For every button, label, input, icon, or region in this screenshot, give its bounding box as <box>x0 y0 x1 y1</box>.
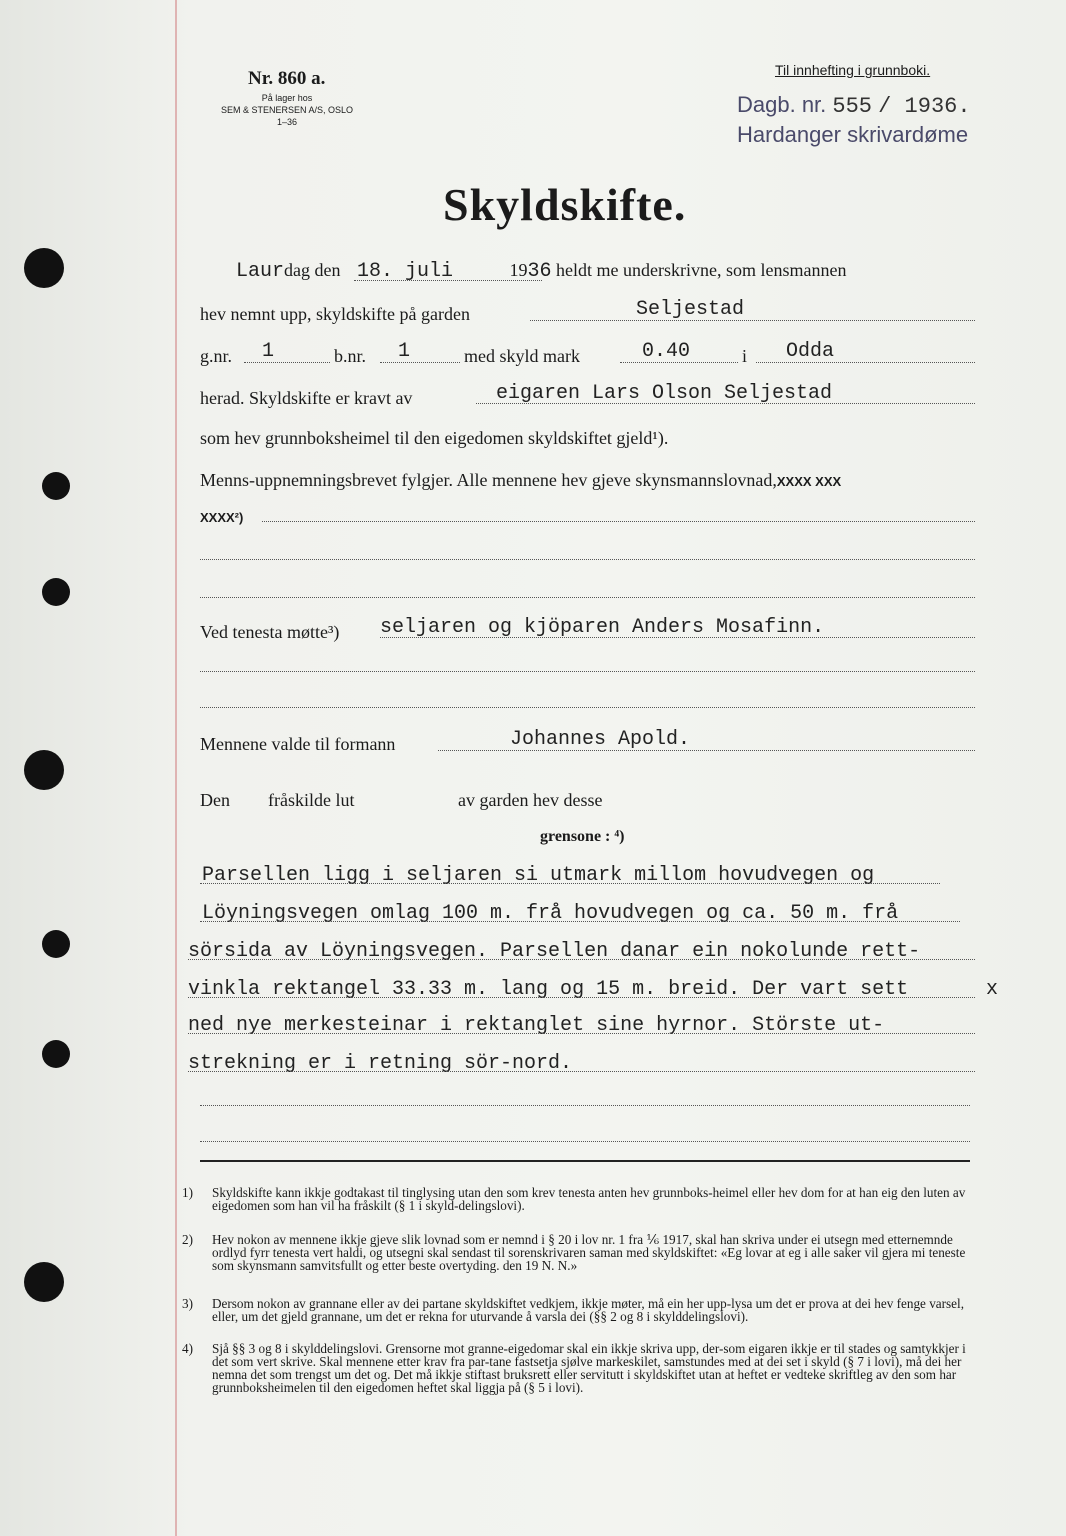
label: b.nr. <box>334 346 367 366</box>
dotted-line <box>476 402 975 404</box>
footnote-3 <box>182 1296 982 1324</box>
chairman-name: Johannes Apold. <box>510 728 691 751</box>
footnote-rule <box>200 1160 970 1162</box>
dotted-line <box>200 882 940 884</box>
margin-line <box>175 0 177 1536</box>
til-innhefting: Til innhefting i grunnboki. <box>775 62 931 78</box>
publisher-info <box>212 92 362 128</box>
dotted-line <box>262 520 975 522</box>
struck-text: XXXX²) <box>200 510 244 525</box>
dotted-line <box>530 319 975 321</box>
publisher-line: 1–36 <box>276 117 298 127</box>
body-line-2 <box>200 304 470 325</box>
label: hev nemnt upp, skyldskifte på garden <box>200 304 470 324</box>
farm-name: Seljestad <box>636 298 745 321</box>
gnr-value: 1 <box>262 340 275 363</box>
punch-hole <box>24 1262 64 1302</box>
dotted-line <box>200 1104 970 1106</box>
dotted-line <box>200 920 960 922</box>
mark-value: 0.40 <box>642 340 691 363</box>
attendees: seljaren og kjöparen Anders Mosafinn. <box>380 616 825 639</box>
label: herad. Skyldskifte er kravt av <box>200 388 413 408</box>
description-line: Löyningsvegen omlag 100 m. frå hovudvegen og ca. 50 m. frå <box>202 902 899 925</box>
publisher-line: SEM & STENERSEN A/S, OSLO <box>220 105 354 115</box>
punch-hole <box>42 472 70 500</box>
footnote-text: Skyldskifte kann ikkje godtakast til tinglysing utan den som krev tenesta anten hev grunnboks-heimel eller hev dom for at han eig den luten av eigedomen som han vil ha fråskilt (§ 1 i skyld-delingslovi). <box>212 1185 966 1213</box>
label: av garden hev desse <box>458 790 603 810</box>
dagb-year: / 1936. <box>878 94 971 119</box>
herad-value: Odda <box>786 340 835 363</box>
dagb-number: 555 <box>832 94 873 119</box>
dagb-stamp <box>737 92 971 119</box>
description-line: ned nye merkesteinar i rektanglet sine hyrnor. Störste ut- <box>188 1014 885 1037</box>
footnote-text: Hev nokon av mennene ikkje gjeve slik lovnad som er nemnd i § 20 i lov nr. 1 fra ⅙ 1917, skal han skriva under ei utsegn med etternemnde ordlyd fyrr tenesta vert haldi, og utsegni skal sendast til sorenskrivaren saman med skyldskiftet: «Eg lovar at eg i alle saker vil gjera mi teneste som skynsmann samvitsfullt og etter beste overtyding. den 19 N. N.» <box>212 1232 966 1273</box>
dotted-line <box>200 558 975 560</box>
office-stamp: Hardanger skrivardøme <box>737 122 969 147</box>
dotted-line <box>244 361 330 363</box>
dotted-line <box>188 1070 975 1072</box>
margin-mark: x <box>986 978 999 1001</box>
footnote-number: 4) <box>182 1341 193 1356</box>
description-line: Parsellen ligg i seljaren si utmark millom hovudvegen og <box>202 864 875 887</box>
dotted-line <box>354 279 542 281</box>
punch-hole <box>24 248 64 288</box>
dotted-line <box>380 361 460 363</box>
dotted-line <box>200 1140 970 1142</box>
year-value: 36 <box>527 260 552 283</box>
dotted-line <box>756 361 975 363</box>
struck-text: XXXX XXX <box>776 474 842 489</box>
label: 19 <box>509 260 528 280</box>
body-line-6 <box>200 470 841 491</box>
weekday-prefix: Laur <box>236 260 285 283</box>
punch-hole <box>42 1040 70 1068</box>
grensone-label: grensone : ⁴) <box>540 828 625 845</box>
publisher-line: På lager hos <box>261 93 313 103</box>
footnote-number: 2) <box>182 1232 193 1247</box>
form-number: Nr. 860 a. <box>248 68 326 89</box>
footnote-4 <box>182 1341 982 1395</box>
label: heldt me underskrivne, som lensmannen <box>556 260 847 280</box>
dotted-line <box>188 1032 975 1034</box>
date-value: 18. juli <box>357 260 454 283</box>
dotted-line <box>200 706 975 708</box>
dotted-line <box>188 996 975 998</box>
document-title: Skyldskifte. <box>443 179 687 230</box>
label: med skyld mark <box>464 346 580 366</box>
description-line: strekning er i retning sör-nord. <box>188 1052 573 1075</box>
footnote-number: 3) <box>182 1296 193 1311</box>
dotted-line <box>200 596 975 598</box>
label: Den <box>200 790 230 810</box>
requested-by: eigaren Lars Olson Seljestad <box>496 382 833 405</box>
label: Menns-uppnemningsbrevet fylgjer. Alle mennene hev gjeve skynsmannslovnad, <box>200 470 777 490</box>
label: i <box>742 346 748 366</box>
punch-hole <box>24 750 64 790</box>
label: fråskilde lut <box>268 790 355 810</box>
label: Ved tenesta møtte³) <box>200 622 340 642</box>
footnote-number: 1) <box>182 1185 193 1200</box>
bnr-value: 1 <box>398 340 411 363</box>
label: Mennene valde til formann <box>200 734 396 754</box>
footnote-text: Sjå §§ 3 og 8 i skylddelingslovi. Grensorne mot granne-eigedomar skal ein ikkje skriva upp, der-som eigaren ikkje er til stades og samtykkjer i det som vert skrive. Skal mennene etter krav fra par-tane fastsetja sjølve markeskilet, samstundes med at dei set i skyld (§ 7 i lovi), må dei her nemna det som trengst um det og. Det må ikkje stiftast bruksrett eller servitutt i skyldskiftet utan at heftet er vedteke skriftleg av den som har grunnboksheimelen til den eigedomen heftet skal liggja på (§ 5 i lovi). <box>212 1341 966 1395</box>
body-line-5: som hev grunnboksheimel til den eigedomen skyldskiftet gjeld¹). <box>200 428 669 448</box>
punch-hole <box>42 930 70 958</box>
dotted-line <box>200 670 975 672</box>
label: dag den <box>284 260 341 280</box>
dotted-line <box>438 749 975 751</box>
dagb-prefix: Dagb. nr. <box>737 92 827 117</box>
label: g.nr. <box>200 346 233 366</box>
description-line: sörsida av Löyningsvegen. Parsellen danar ein nokolunde rett- <box>188 940 921 963</box>
footnote-1 <box>182 1185 982 1213</box>
footnote-text: Dersom nokon av grannane eller av dei partane skyldskiftet vedkjem, ikkje møter, må ein her upp-lysa um det er prova at dei hev fenge varsel, eller, um det gjeld grannane, um det er rekna for uturvande å varsla dei (§§ 2 og 8 i skylddelingslovi). <box>212 1296 964 1324</box>
dotted-line <box>188 958 975 960</box>
dotted-line <box>380 636 975 638</box>
dotted-line <box>620 361 738 363</box>
description-line: vinkla rektangel 33.33 m. lang og 15 m. breid. Der vart sett <box>188 978 909 1001</box>
punch-hole <box>42 578 70 606</box>
footnote-2 <box>182 1232 982 1273</box>
